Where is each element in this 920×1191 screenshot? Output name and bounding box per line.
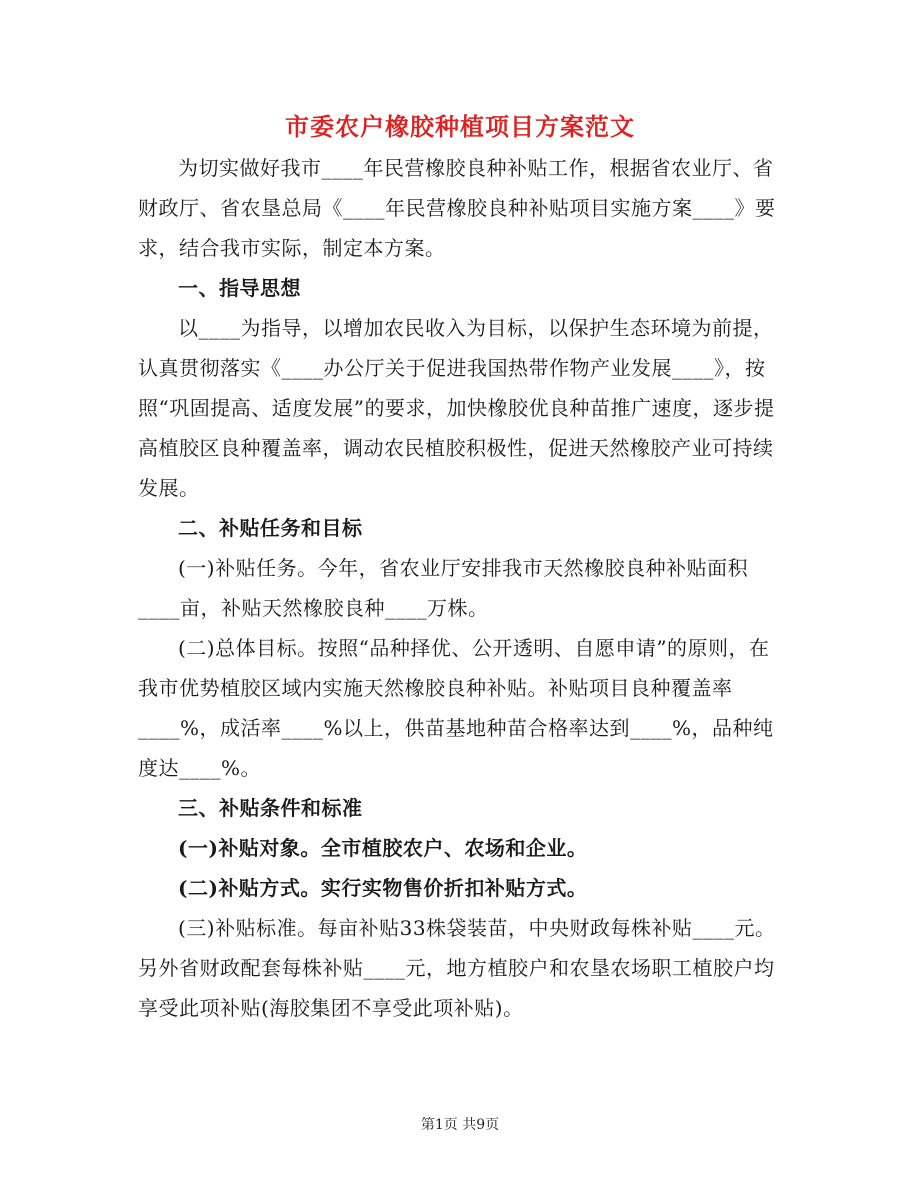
section-heading-guiding-ideology: 一、指导思想 — [178, 276, 301, 300]
subsidy-target-paragraph: (一)补贴对象。全市植胶农户、农场和企业。 — [178, 836, 588, 860]
overall-goal-paragraph: (二)总体目标。按照“品种择优、公开透明、自愿申请”的原则，在我市优势植胶区域内实施天然橡胶良种补贴。补贴项目良种覆盖率____%，成活率____%以上，供苗基地种苗合格率达到____%，品种纯度达____%。 — [138, 636, 774, 780]
section-heading-conditions-and-standards: 三、补贴条件和标准 — [178, 796, 363, 820]
document-title: 市委农户橡胶种植项目方案范文 — [285, 112, 635, 141]
subsidy-method-paragraph: (二)补贴方式。实行实物售价折扣补贴方式。 — [178, 876, 588, 900]
intro-paragraph: 为切实做好我市____年民营橡胶良种补贴工作，根据省农业厅、省财政厅、省农垦总局《____年民营橡胶良种补贴项目实施方案____》要求，结合我市实际，制定本方案。 — [138, 156, 776, 260]
guiding-ideology-paragraph: 以____为指导，以增加农民收入为目标，以保护生态环境为前提，认真贯彻落实《____办公厅关于促进我国热带作物产业发展____》，按照“巩固提高、适度发展”的要求，加快橡胶优良种苗推广速度，逐步提高植胶区良种覆盖率，调动农民植胶积极性，促进天然橡胶产业可持续发展。 — [138, 316, 775, 500]
subsidy-standard-paragraph: (三)补贴标准。每亩补贴33株袋装苗，中央财政每株补贴____元。另外省财政配套每株补贴____元，地方植胶户和农垦农场职工植胶户均享受此项补贴(海胶集团不享受此项补贴)。 — [138, 916, 776, 1020]
page-number-footer: 第1页 共9页 — [420, 1117, 500, 1133]
document-body — [138, 148, 788, 1028]
subsidy-task-paragraph: (一)补贴任务。今年，省农业厅安排我市天然橡胶良种补贴面积____亩，补贴天然橡胶良种____万株。 — [138, 556, 749, 620]
section-heading-tasks-and-goals: 二、补贴任务和目标 — [178, 516, 363, 540]
